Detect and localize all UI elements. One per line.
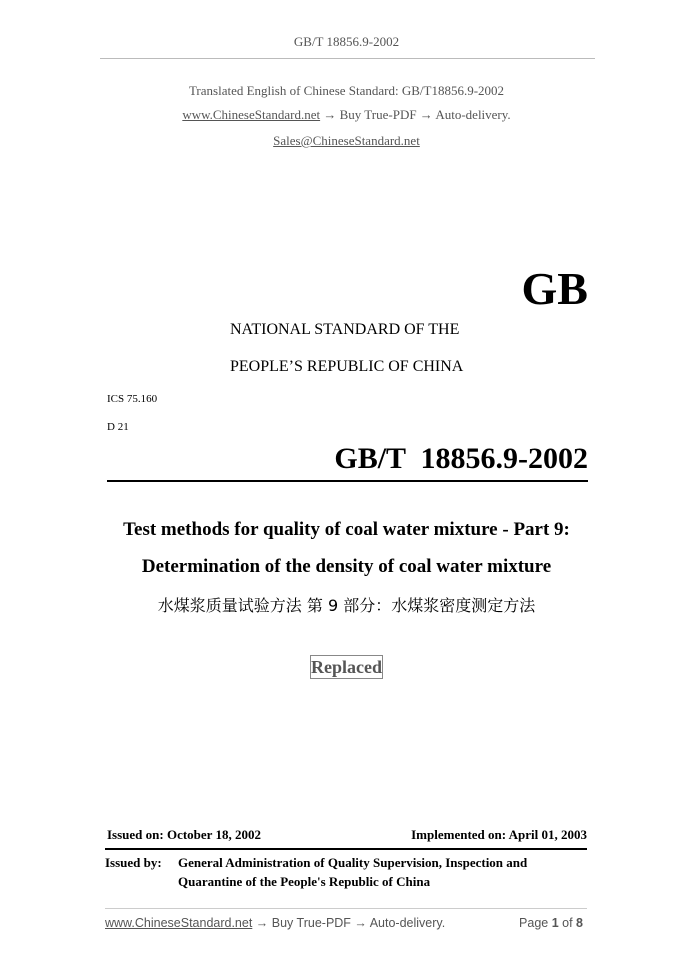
ics-code: ICS 75.160 bbox=[107, 393, 158, 405]
footer-purchase-text: → Buy True-PDF → Auto-delivery. bbox=[252, 916, 446, 930]
page-total: 8 bbox=[576, 916, 583, 930]
title-chinese: 水煤浆质量试验方法 第 9 部分：水煤浆密度测定方法 bbox=[157, 596, 536, 615]
footer-purchase bbox=[105, 916, 445, 930]
title-divider bbox=[107, 480, 588, 482]
standard-number: GB/T 18856.9-2002 bbox=[334, 442, 588, 475]
footer-divider bbox=[105, 908, 587, 909]
issued-on: Issued on: October 18, 2002 bbox=[107, 827, 261, 842]
page-counter bbox=[519, 916, 583, 930]
purchase-line bbox=[0, 107, 693, 123]
translation-notice: Translated English of Chinese Standard: GB/T18856.9-2002 bbox=[188, 83, 505, 98]
page-number: 1 bbox=[551, 916, 559, 930]
national-standard-line1: NATIONAL STANDARD OF THE bbox=[230, 321, 460, 338]
running-header: GB/T 18856.9-2002 bbox=[293, 34, 400, 49]
title-line1: Test methods for quality of coal water mixture - Part 9: bbox=[123, 519, 570, 540]
gb-mark: GB bbox=[521, 263, 588, 314]
title-line2: Determination of the density of coal water mixture bbox=[141, 556, 552, 577]
footer-site-link[interactable]: www.ChineseStandard.net bbox=[105, 916, 253, 930]
implemented-on: Implemented on: April 01, 2003 bbox=[411, 827, 587, 842]
email-line bbox=[0, 133, 693, 149]
status-badge: Replaced bbox=[311, 657, 382, 677]
issued-by-label: Issued by: bbox=[105, 855, 162, 870]
header-divider bbox=[100, 58, 595, 59]
issued-by-line1: General Administration of Quality Supervision, Inspection and bbox=[178, 855, 528, 870]
issued-by-line2: Quarantine of the People's Republic of China bbox=[178, 874, 431, 889]
purchase-text: → Buy True-PDF → Auto-delivery. bbox=[320, 107, 511, 122]
dates-divider bbox=[105, 848, 587, 850]
d-code: D 21 bbox=[107, 421, 129, 433]
site-link[interactable]: www.ChineseStandard.net bbox=[182, 107, 321, 122]
national-standard-line2: PEOPLE’S REPUBLIC OF CHINA bbox=[230, 358, 464, 375]
email-link[interactable]: Sales@ChineseStandard.net bbox=[273, 133, 420, 148]
of-label: of bbox=[558, 916, 577, 930]
page-label: Page bbox=[519, 916, 552, 930]
